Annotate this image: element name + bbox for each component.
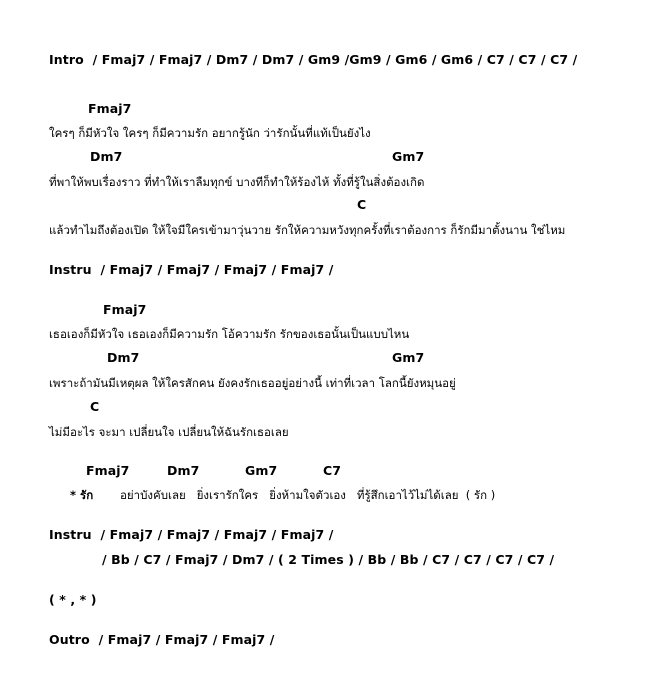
repeat-marker: ( * , * ) <box>49 592 97 607</box>
verse1-lyric-line-2: ที่พาให้พบเรื่องราว ที่ทำให้เราลืมทุกข์ บางทีก็ทำให้ร้องไห้ ทั้งที่รู้ในสิ่งต้องเกิด <box>49 175 425 189</box>
verse2-chord-line-1: Fmaj7 <box>103 302 147 317</box>
verse1-lyric-line-3: แล้วทำไมถึงต้องเปิด ให้ใจมีใครเข้ามาวุ่นวาย รักให้ความหวังทุกครั้งที่เราต้องการ ก็รักมีมาตั้งนาน ใช่ไหม <box>49 223 566 237</box>
verse1-chord-line-3: C <box>357 197 367 212</box>
verse2-lyric-line-1: เธอเองก็มีหัวใจ เธอเองก็มีความรัก โอ้ความรัก รักของเธอนั้นเป็นแบบไหน <box>49 327 410 341</box>
verse1-chord-line-1: Fmaj7 <box>88 101 132 116</box>
instru-line-2: Instru / Fmaj7 / Fmaj7 / Fmaj7 / Fmaj7 / <box>49 527 334 542</box>
verse2-chord-line-2b: Gm7 <box>392 350 425 365</box>
verse1-lyric-line-1: ใครๆ ก็มีหัวใจ ใครๆ ก็มีความรัก อยากรู้นัก ว่ารักนั้นที่แท้เป็นยังไง <box>49 126 371 140</box>
verse2-lyric-line-2: เพราะถ้ามันมีเหตุผล ให้ใครสักคน ยังคงรักเธออยู่อย่างนี้ เท่าที่เวลา โลกนี้ยังหมุนอยู่ <box>49 376 456 390</box>
verse2-chord-line-3: C <box>90 399 100 414</box>
instru-line-2-continued: / Bb / C7 / Fmaj7 / Dm7 / ( 2 Times ) / Bb / Bb / C7 / C7 / C7 / C7 / <box>102 552 555 567</box>
verse2-lyric-line-3: ไม่มีอะไร จะมา เปลี่ยนใจ เปลี่ยนให้ฉันรักเธอเลย <box>49 425 289 439</box>
verse2-chord-line-2a: Dm7 <box>107 350 140 365</box>
chorus-lyric: อย่าบังคับเลย ยิ่งเรารักใคร ยิ่งห้ามใจตัวเอง ที่รู้สึกเอาไว้ไม่ได้เลย ( รัก ) <box>120 488 496 502</box>
verse1-chord-line-2b: Gm7 <box>392 149 425 164</box>
chorus-chord-c7: C7 <box>323 463 342 478</box>
chorus-chord-fmaj7: Fmaj7 <box>86 463 130 478</box>
chorus-chord-gm7: Gm7 <box>245 463 278 478</box>
chorus-chord-dm7: Dm7 <box>167 463 200 478</box>
intro-line: Intro / Fmaj7 / Fmaj7 / Dm7 / Dm7 / Gm9 /Gm9 / Gm6 / Gm6 / C7 / C7 / C7 / <box>49 52 578 67</box>
outro-line: Outro / Fmaj7 / Fmaj7 / Fmaj7 / <box>49 632 275 647</box>
verse1-chord-line-2a: Dm7 <box>90 149 123 164</box>
instru-line-1: Instru / Fmaj7 / Fmaj7 / Fmaj7 / Fmaj7 / <box>49 262 334 277</box>
chorus-mark: * รัก <box>70 488 94 502</box>
